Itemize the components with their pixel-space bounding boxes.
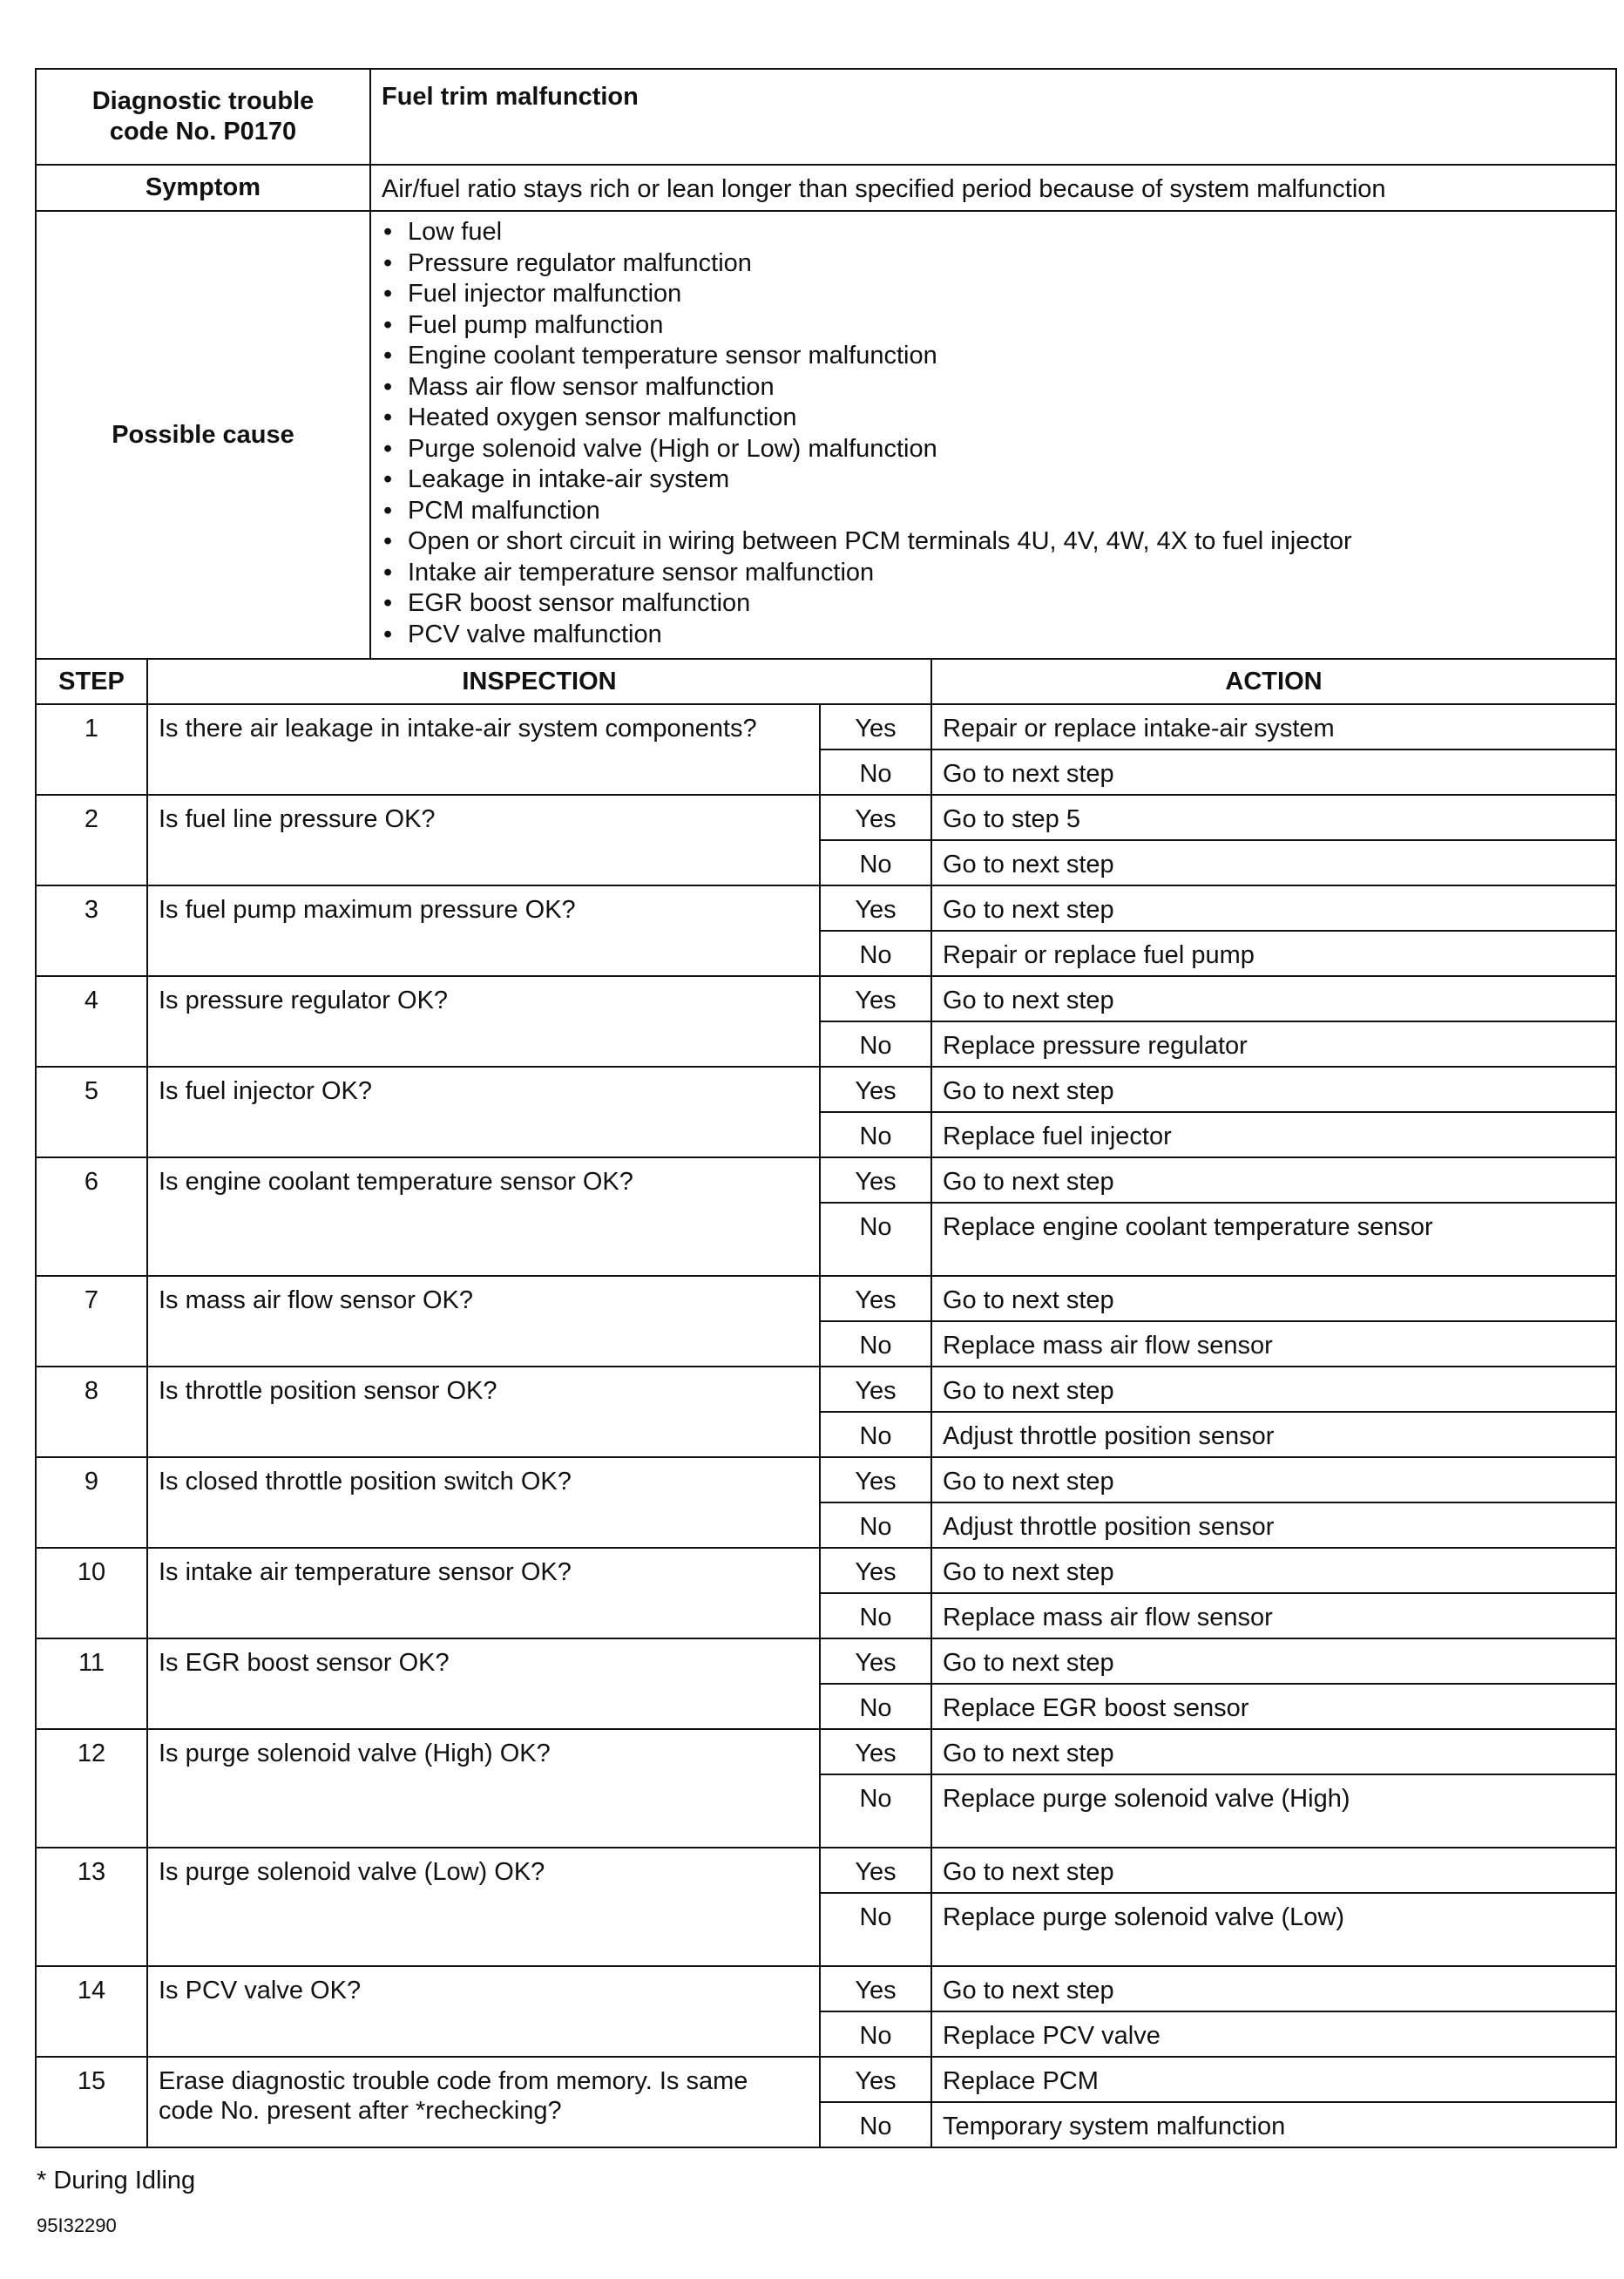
action-no: Adjust throttle position sensor (931, 1412, 1616, 1457)
step-row-yes (36, 1457, 1616, 1502)
inspection-question: Is EGR boost sensor OK? (147, 1638, 820, 1729)
action-yes: Go to next step (931, 885, 1616, 931)
dtc-title: Fuel trim malfunction (370, 69, 1616, 165)
answer-yes: Yes (820, 795, 931, 840)
step-number: 9 (36, 1457, 147, 1548)
header-table (35, 68, 1617, 660)
inspection-column-header: INSPECTION (147, 659, 931, 704)
answer-yes: Yes (820, 976, 931, 1021)
step-row-yes (36, 704, 1616, 749)
step-row-yes (36, 1276, 1616, 1321)
action-no: Replace fuel injector (931, 1112, 1616, 1157)
step-row-yes (36, 1729, 1616, 1774)
action-no: Replace mass air flow sensor (931, 1593, 1616, 1638)
cause-item: • Mass air flow sensor malfunction (382, 372, 1605, 404)
action-no: Go to next step (931, 840, 1616, 885)
step-number: 5 (36, 1067, 147, 1157)
answer-no: No (820, 1203, 931, 1276)
action-no: Replace purge solenoid valve (High) (931, 1774, 1616, 1848)
step-row-yes (36, 976, 1616, 1021)
step-number: 4 (36, 976, 147, 1067)
action-yes: Replace PCM (931, 2057, 1616, 2102)
action-no: Adjust throttle position sensor (931, 1502, 1616, 1548)
action-yes: Go to next step (931, 1276, 1616, 1321)
answer-no: No (820, 2102, 931, 2147)
cause-item: • Purge solenoid valve (High or Low) malfunction (382, 434, 1605, 465)
step-number: 2 (36, 795, 147, 885)
answer-yes: Yes (820, 1457, 931, 1502)
steps-body (36, 704, 1616, 2147)
step-column-header: STEP (36, 659, 147, 704)
cause-item: • PCM malfunction (382, 496, 1605, 527)
symptom-label: Symptom (36, 165, 370, 211)
step-row-yes (36, 2057, 1616, 2102)
step-number: 12 (36, 1729, 147, 1848)
answer-yes: Yes (820, 1157, 931, 1203)
action-yes: Go to next step (931, 1157, 1616, 1203)
cause-item: • Leakage in intake-air system (382, 465, 1605, 496)
answer-no: No (820, 1684, 931, 1729)
answer-no: No (820, 1502, 931, 1548)
step-row-yes (36, 1638, 1616, 1684)
symptom-text: Air/fuel ratio stays rich or lean longer than specified period because of system malfunction (370, 165, 1616, 211)
answer-yes: Yes (820, 1367, 931, 1412)
inspection-question: Is intake air temperature sensor OK? (147, 1548, 820, 1638)
possible-cause-label: Possible cause (36, 211, 370, 659)
inspection-question: Is fuel injector OK? (147, 1067, 820, 1157)
step-row-yes (36, 1966, 1616, 2011)
step-number: 8 (36, 1367, 147, 1457)
answer-no: No (820, 1412, 931, 1457)
answer-yes: Yes (820, 704, 931, 749)
answer-no: No (820, 1021, 931, 1067)
action-yes: Repair or replace intake-air system (931, 704, 1616, 749)
action-yes: Go to next step (931, 1457, 1616, 1502)
inspection-question: Is closed throttle position switch OK? (147, 1457, 820, 1548)
inspection-question: Is there air leakage in intake-air system components? (147, 704, 820, 795)
cause-item: • EGR boost sensor malfunction (382, 588, 1605, 620)
step-row-yes (36, 885, 1616, 931)
action-yes: Go to next step (931, 1067, 1616, 1112)
step-number: 15 (36, 2057, 147, 2147)
answer-yes: Yes (820, 1276, 931, 1321)
answer-no: No (820, 2011, 931, 2057)
answer-no: No (820, 1774, 931, 1848)
inspection-question: Erase diagnostic trouble code from memory. Is same code No. present after *rechecking? (147, 2057, 820, 2147)
cause-list (371, 212, 1615, 657)
action-no: Replace engine coolant temperature sensor (931, 1203, 1616, 1276)
action-no: Replace mass air flow sensor (931, 1321, 1616, 1367)
answer-yes: Yes (820, 1729, 931, 1774)
action-column-header: ACTION (931, 659, 1616, 704)
answer-no: No (820, 1321, 931, 1367)
step-row-yes (36, 1848, 1616, 1893)
step-row-yes (36, 1548, 1616, 1593)
step-number: 7 (36, 1276, 147, 1367)
answer-no: No (820, 749, 931, 795)
step-row-yes (36, 1367, 1616, 1412)
action-yes: Go to step 5 (931, 795, 1616, 840)
cause-item: • Low fuel (382, 217, 1605, 248)
action-no: Replace PCV valve (931, 2011, 1616, 2057)
cause-item: • Intake air temperature sensor malfunction (382, 558, 1605, 589)
step-row-yes (36, 1157, 1616, 1203)
inspection-question: Is throttle position sensor OK? (147, 1367, 820, 1457)
answer-no: No (820, 1593, 931, 1638)
answer-no: No (820, 931, 931, 976)
inspection-question: Is fuel pump maximum pressure OK? (147, 885, 820, 976)
step-row-yes (36, 1067, 1616, 1112)
action-no: Replace pressure regulator (931, 1021, 1616, 1067)
cause-item: • Fuel pump malfunction (382, 310, 1605, 342)
step-row-yes (36, 795, 1616, 840)
step-number: 3 (36, 885, 147, 976)
action-yes: Go to next step (931, 1367, 1616, 1412)
answer-no: No (820, 1112, 931, 1157)
answer-yes: Yes (820, 2057, 931, 2102)
inspection-question: Is pressure regulator OK? (147, 976, 820, 1067)
inspection-question: Is purge solenoid valve (Low) OK? (147, 1848, 820, 1966)
inspection-question: Is fuel line pressure OK? (147, 795, 820, 885)
cause-item: • Heated oxygen sensor malfunction (382, 403, 1605, 434)
action-yes: Go to next step (931, 1848, 1616, 1893)
step-number: 6 (36, 1157, 147, 1276)
answer-yes: Yes (820, 1848, 931, 1893)
action-no: Temporary system malfunction (931, 2102, 1616, 2147)
figure-id: 95I32290 (37, 2215, 117, 2236)
footnote: * During Idling (37, 2167, 196, 2194)
inspection-question: Is engine coolant temperature sensor OK? (147, 1157, 820, 1276)
inspection-question: Is PCV valve OK? (147, 1966, 820, 2057)
cause-item: • Engine coolant temperature sensor malfunction (382, 341, 1605, 372)
action-no: Replace EGR boost sensor (931, 1684, 1616, 1729)
possible-cause-cell (370, 211, 1616, 659)
answer-no: No (820, 1893, 931, 1966)
action-yes: Go to next step (931, 1548, 1616, 1593)
cause-item: • Pressure regulator malfunction (382, 248, 1605, 280)
step-number: 11 (36, 1638, 147, 1729)
cause-item: • Fuel injector malfunction (382, 279, 1605, 310)
step-number: 1 (36, 704, 147, 795)
answer-no: No (820, 840, 931, 885)
action-yes: Go to next step (931, 1638, 1616, 1684)
answer-yes: Yes (820, 1638, 931, 1684)
action-yes: Go to next step (931, 1966, 1616, 2011)
step-number: 14 (36, 1966, 147, 2057)
inspection-question: Is purge solenoid valve (High) OK? (147, 1729, 820, 1848)
step-number: 10 (36, 1548, 147, 1638)
answer-yes: Yes (820, 885, 931, 931)
action-no: Replace purge solenoid valve (Low) (931, 1893, 1616, 1966)
inspection-question: Is mass air flow sensor OK? (147, 1276, 820, 1367)
diagnostic-sheet (35, 68, 1615, 2148)
action-yes: Go to next step (931, 976, 1616, 1021)
answer-yes: Yes (820, 1067, 931, 1112)
steps-table (35, 658, 1617, 2148)
action-no: Repair or replace fuel pump (931, 931, 1616, 976)
cause-item: • Open or short circuit in wiring between PCM terminals 4U, 4V, 4W, 4X to fuel injector (382, 526, 1605, 558)
action-yes: Go to next step (931, 1729, 1616, 1774)
answer-yes: Yes (820, 1548, 931, 1593)
cause-item: • PCV valve malfunction (382, 620, 1605, 651)
step-number: 13 (36, 1848, 147, 1966)
action-no: Go to next step (931, 749, 1616, 795)
answer-yes: Yes (820, 1966, 931, 2011)
dtc-label: Diagnostic trouble code No. P0170 (36, 69, 370, 165)
